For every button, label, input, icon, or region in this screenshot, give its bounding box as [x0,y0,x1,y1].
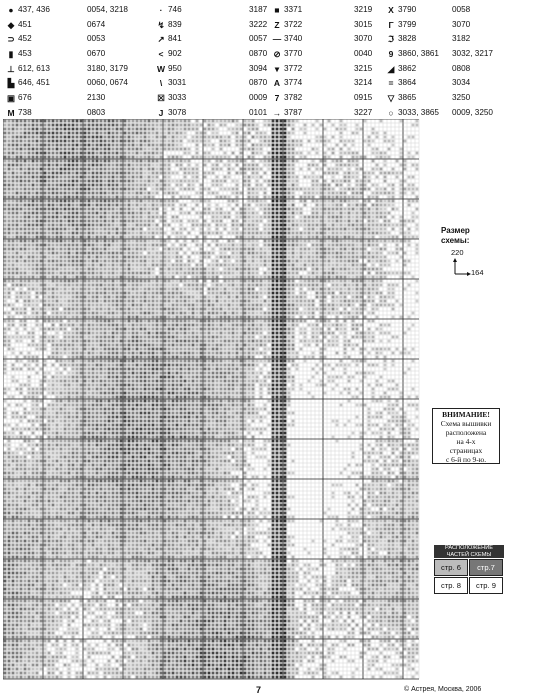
legend-symbol: ○ [388,107,394,118]
notice-line: на 4-х [456,437,476,447]
legend-dmc-code: 3790 [398,5,417,14]
legend-gamma-code: 3219 [354,5,373,14]
notice-line: расположена [445,428,487,438]
legend-dmc-code: 451 [18,19,32,29]
legend-gamma-code: 0803 [87,107,106,117]
legend-symbol: \ [159,78,163,89]
legend-symbol: ⊃ [7,34,15,45]
legend-gamma-code: 3250 [452,93,471,103]
legend-dmc-code: 676 [18,93,32,103]
legend-dmc-code: 3770 [284,49,303,59]
page-cell-7: стр.7 [469,559,503,576]
legend-symbol: ▽ [387,93,395,104]
legend-dmc-code: 3031 [168,78,187,88]
legend-symbol: ▾ [274,63,280,74]
legend-gamma-code: 0101 [249,107,268,117]
legend-symbol: 7 [274,93,280,104]
cross-stitch-chart [3,119,421,681]
legend-symbol: ⊘ [273,49,281,60]
legend-dmc-code: 452 [18,34,32,44]
legend-dmc-code: 3862 [398,63,417,73]
legend-symbol: ⊥ [7,63,15,74]
legend-dmc-code: 3740 [284,34,303,44]
legend-symbol: · [159,5,163,15]
legend-dmc-code: 453 [18,49,32,59]
legend-dmc-code: 902 [168,49,182,59]
legend-symbol: ☒ [157,93,165,104]
legend-gamma-code: 3070 [354,34,373,44]
legend-dmc-code: 950 [168,63,182,73]
legend-symbol: M [7,107,15,118]
legend-dmc-code: 437, 436 [18,5,50,14]
legend-symbol: W [156,63,166,74]
legend-gamma-code: 0009, 3250 [452,107,493,117]
legend-symbol: → [272,107,282,118]
legend-dmc-code: 738 [18,107,32,117]
page-cell-6: стр. 6 [434,559,468,576]
legend-symbol: ↗ [157,34,165,45]
legend-symbol: ◆ [7,19,15,30]
legend-symbol: ▮ [8,49,14,60]
legend-gamma-code: 0870 [249,78,268,88]
legend-symbol: ■ [274,5,280,15]
legend-dmc-code: 3033, 3865 [398,107,439,117]
legend-gamma-code: 3227 [354,107,373,117]
legend-dmc-code: 3828 [398,34,417,44]
page-cell-8: стр. 8 [434,577,468,594]
legend-gamma-code: 3182 [452,34,471,44]
legend-symbol: ◢ [387,63,395,74]
legend-dmc-code: 3860, 3861 [398,49,439,59]
legend-symbol: ▙ [7,78,15,89]
legend-gamma-code: 0915 [354,93,373,103]
legend-dmc-code: 3033 [168,93,187,103]
legend-symbol: X [388,5,394,15]
legend-symbol: — [272,34,282,45]
notice-line: Схема вышивки [440,419,492,429]
legend-symbol: ▣ [6,93,16,104]
notice-box [432,408,500,464]
legend-gamma-code: 0058 [452,5,471,14]
notice-line: с 6-й по 9-ю. [445,455,487,465]
legend-gamma-code: 0054, 3218 [87,5,128,14]
size-label-line2: схемы: [441,236,470,245]
legend-gamma-code: 0040 [354,49,373,59]
scheme-size-label [441,226,470,246]
legend-dmc-code: 3722 [284,19,303,29]
legend-symbol: ℑ [388,34,394,45]
legend-gamma-code: 3094 [249,63,268,73]
notice-title: ВНИМАНИЕ! [442,410,490,419]
pages-title-line1: РАСПОЛОЖЕНИЕ [445,545,493,551]
legend-dmc-code: 3865 [398,93,417,103]
pages-title-line2: ЧАСТЕЙ СХЕМЫ [446,551,492,558]
size-label-line1: Размер [441,226,470,235]
legend-dmc-code: 3787 [284,107,303,117]
legend-gamma-code: 0870 [249,49,268,59]
legend-dmc-code: 3774 [284,78,303,88]
pages-layout-title [434,545,504,558]
legend-symbol: ↯ [157,19,165,30]
legend-symbol: ● [8,5,14,15]
legend-dmc-code: 3799 [398,19,417,29]
legend-gamma-code: 0009 [249,93,268,103]
legend-dmc-code: 3371 [284,5,303,14]
legend-symbol: Z [274,19,280,30]
legend-dmc-code: 612, 613 [18,63,50,73]
legend-gamma-code: 0057 [249,34,268,44]
legend-dmc-code: 3864 [398,78,417,88]
legend-gamma-code: 2130 [87,93,106,103]
legend-dmc-code: 3772 [284,63,303,73]
legend-gamma-code: 3070 [452,19,471,29]
thread-legend [0,0,539,118]
legend-dmc-code: 646, 451 [18,78,50,88]
notice-line: страницах [449,446,483,456]
legend-symbol: A [273,78,281,89]
legend-gamma-code: 3215 [354,63,373,73]
page-cell-9: стр. 9 [469,577,503,594]
legend-gamma-code: 3032, 3217 [452,49,493,59]
copyright: © Астрея, Москва, 2006 [404,686,482,693]
legend-dmc-code: 841 [168,34,182,44]
legend-symbol: J [158,107,164,118]
legend-dmc-code: 746 [168,5,182,14]
legend-gamma-code: 3015 [354,19,373,29]
legend-gamma-code: 3187 [249,5,268,14]
legend-symbol: 9 [388,49,394,60]
legend-symbol: < [158,49,164,60]
legend-gamma-code: 0670 [87,49,106,59]
legend-dmc-code: 3078 [168,107,187,117]
legend-gamma-code: 0060, 0674 [87,78,128,88]
legend-gamma-code: 3034 [452,78,471,88]
legend-gamma-code: 3222 [249,19,268,29]
size-arrows-icon [451,258,471,278]
legend-gamma-code: 0053 [87,34,106,44]
legend-gamma-code: 3214 [354,78,373,88]
page-number: 7 [256,685,262,695]
legend-dmc-code: 839 [168,19,182,29]
legend-gamma-code: 0674 [87,19,106,29]
scheme-width-value: 164 [471,268,484,277]
legend-symbol: = [388,78,394,89]
legend-symbol: Γ [388,19,394,30]
scheme-height-value: 220 [451,248,464,257]
legend-gamma-code: 3180, 3179 [87,63,128,73]
legend-gamma-code: 0808 [452,63,471,73]
legend-dmc-code: 3782 [284,93,303,103]
